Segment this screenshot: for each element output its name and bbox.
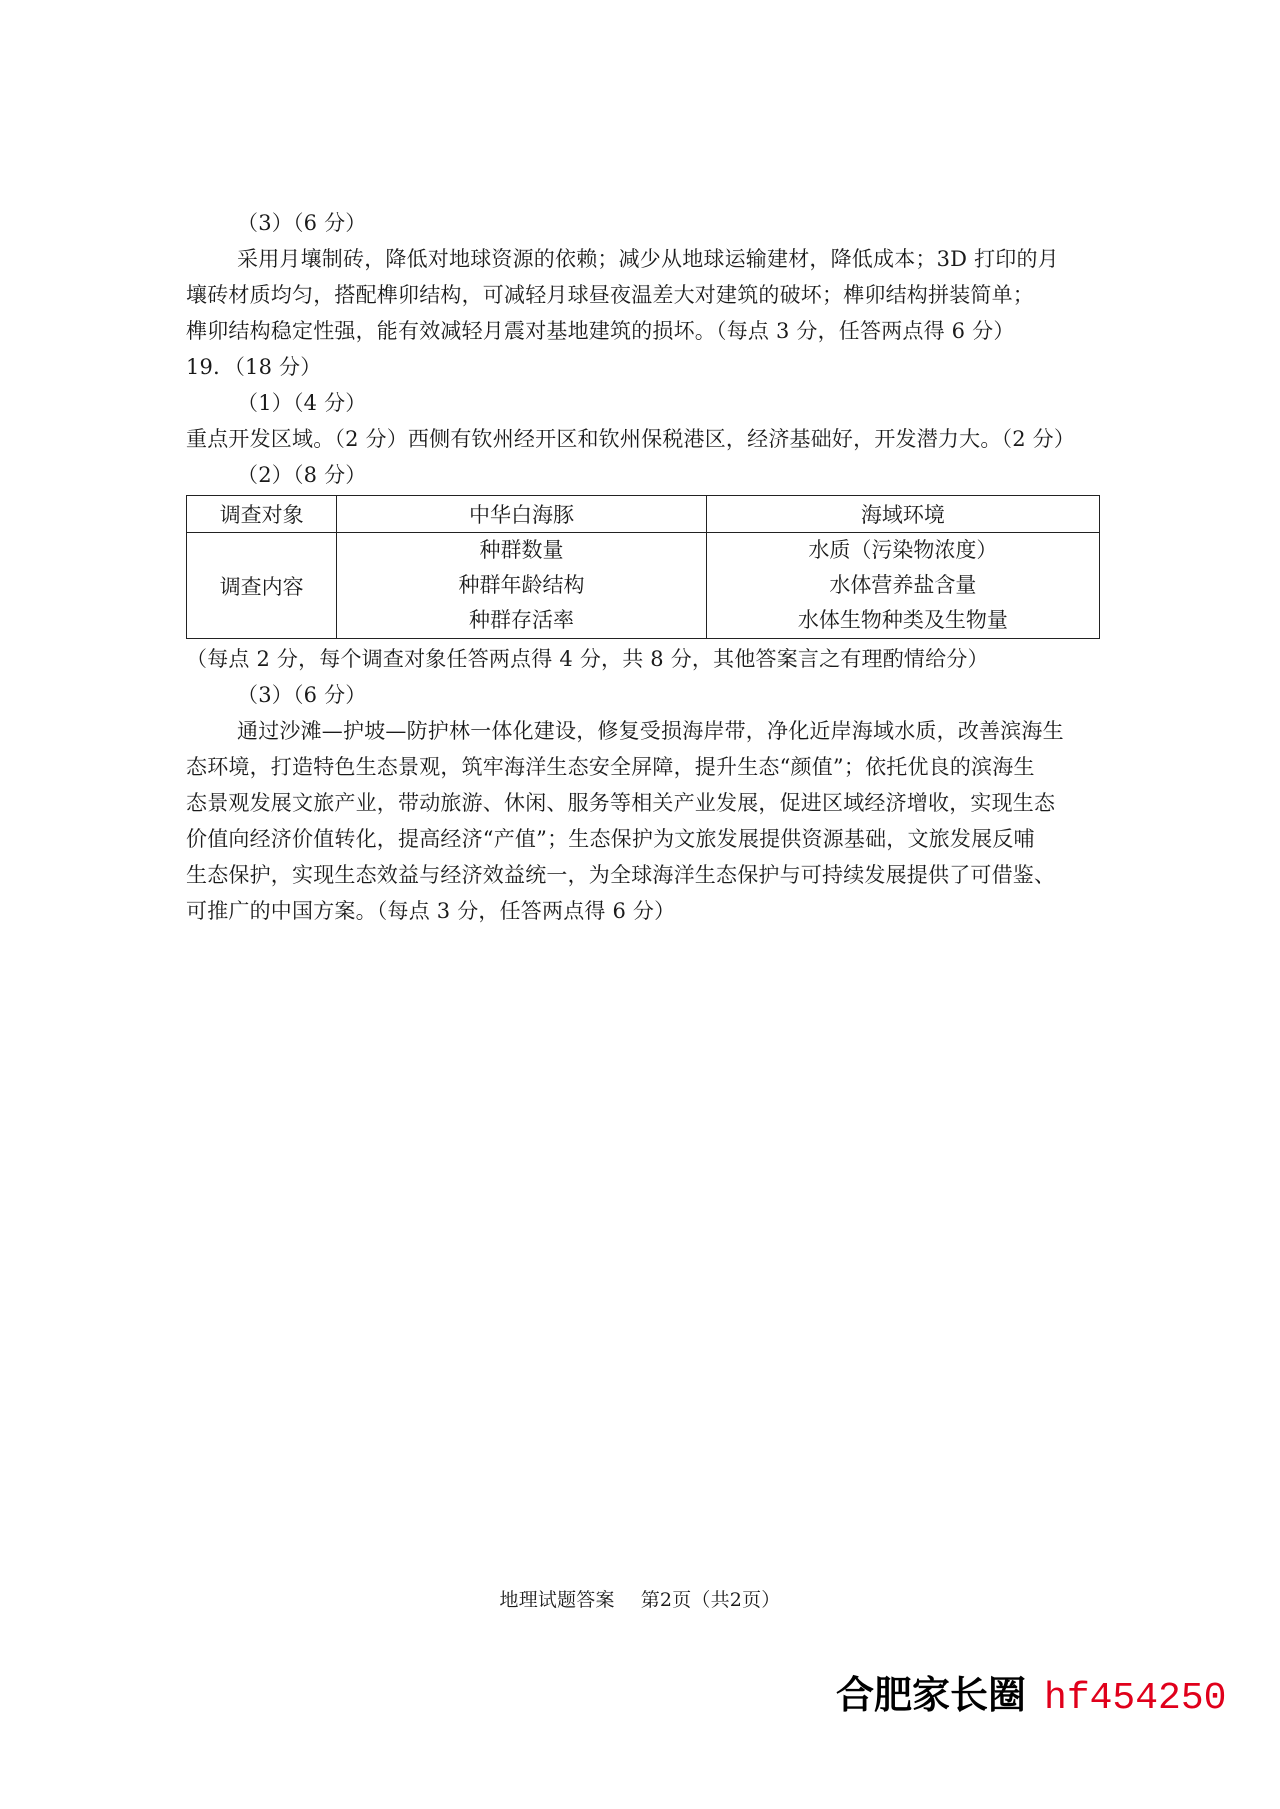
table-header-marine: 海域环境 xyxy=(706,496,1099,533)
dolphin-item: 种群年龄结构 xyxy=(458,573,585,597)
q19-part2-note: （每点 2 分，每个调查对象任答两点得 4 分，共 8 分，其他答案言之有理酌情给分） xyxy=(186,647,989,671)
q18-part3-line-1: 采用月壤制砖，降低对地球资源的依赖；减少从地球运输建材，降低成本；3D 打印的月 xyxy=(237,247,1059,271)
q19-part3-line-3: 态景观发展文旅产业，带动旅游、休闲、服务等相关产业发展，促进区域经济增收，实现生态 xyxy=(186,791,1056,815)
table-header-subject: 调查对象 xyxy=(187,496,337,533)
q18-part3-line-3: 榫卯结构稳定性强，能有效减轻月震对基地建筑的损坏。（每点 3 分，任答两点得 6 分） xyxy=(186,319,1015,343)
dolphin-item: 种群数量 xyxy=(479,538,564,562)
table-row xyxy=(187,533,1100,639)
marine-items-cell xyxy=(706,533,1099,639)
q18-part3-heading: （3）（6 分） xyxy=(237,211,367,235)
q19-part3-line-2: 态环境，打造特色生态景观，筑牢海洋生态安全屏障，提升生态“颜值”；依托优良的滨海生 xyxy=(186,755,1035,779)
footer-page-number: 第2页（共2页） xyxy=(640,1589,781,1611)
q19-part2-heading: （2）（8 分） xyxy=(237,463,367,487)
q19-part1-answer: 重点开发区域。（2 分）西侧有钦州经开区和钦州保税港区，经济基础好，开发潜力大。（2 分） xyxy=(186,427,1076,451)
q19-part3-line-5: 生态保护，实现生态效益与经济效益统一，为全球海洋生态保护与可持续发展提供了可借鉴、 xyxy=(186,863,1056,887)
q19-part3-line-1: 通过沙滩—护坡—防护林一体化建设，修复受损海岸带，净化近岸海域水质，改善滨海生 xyxy=(237,719,1064,743)
marine-item: 水体生物种类及生物量 xyxy=(797,608,1008,632)
q19-part1-heading: （1）（4 分） xyxy=(237,391,367,415)
dolphin-items-cell xyxy=(337,533,706,639)
q19-part3-line-6: 可推广的中国方案。（每点 3 分，任答两点得 6 分） xyxy=(186,899,676,923)
q19-heading: 19．（18 分） xyxy=(186,355,322,379)
table-header-row xyxy=(187,496,1100,533)
q19-part3-line-4: 价值向经济价值转化，提高经济“产值”；生态保护为文旅发展提供资源基础，文旅发展反哺 xyxy=(186,827,1035,851)
table-header-dolphin: 中华白海豚 xyxy=(337,496,706,533)
survey-table xyxy=(186,495,1100,639)
table-row-label: 调查内容 xyxy=(187,533,337,639)
answer-content xyxy=(186,205,1100,929)
q19-part3-heading: （3）（6 分） xyxy=(237,683,367,707)
watermark xyxy=(836,1664,1226,1720)
watermark-name: 合肥家长圈 xyxy=(836,1673,1027,1717)
marine-item: 水质（污染物浓度） xyxy=(808,538,998,562)
marine-item: 水体营养盐含量 xyxy=(829,573,977,597)
watermark-id: hf454250 xyxy=(1044,1677,1227,1720)
page-footer xyxy=(0,1585,1280,1612)
q18-part3-line-2: 壤砖材质均匀，搭配榫卯结构，可减轻月球昼夜温差大对建筑的破坏；榫卯结构拼装简单； xyxy=(186,283,1034,307)
dolphin-item: 种群存活率 xyxy=(469,608,575,632)
footer-subject: 地理试题答案 xyxy=(499,1589,615,1611)
